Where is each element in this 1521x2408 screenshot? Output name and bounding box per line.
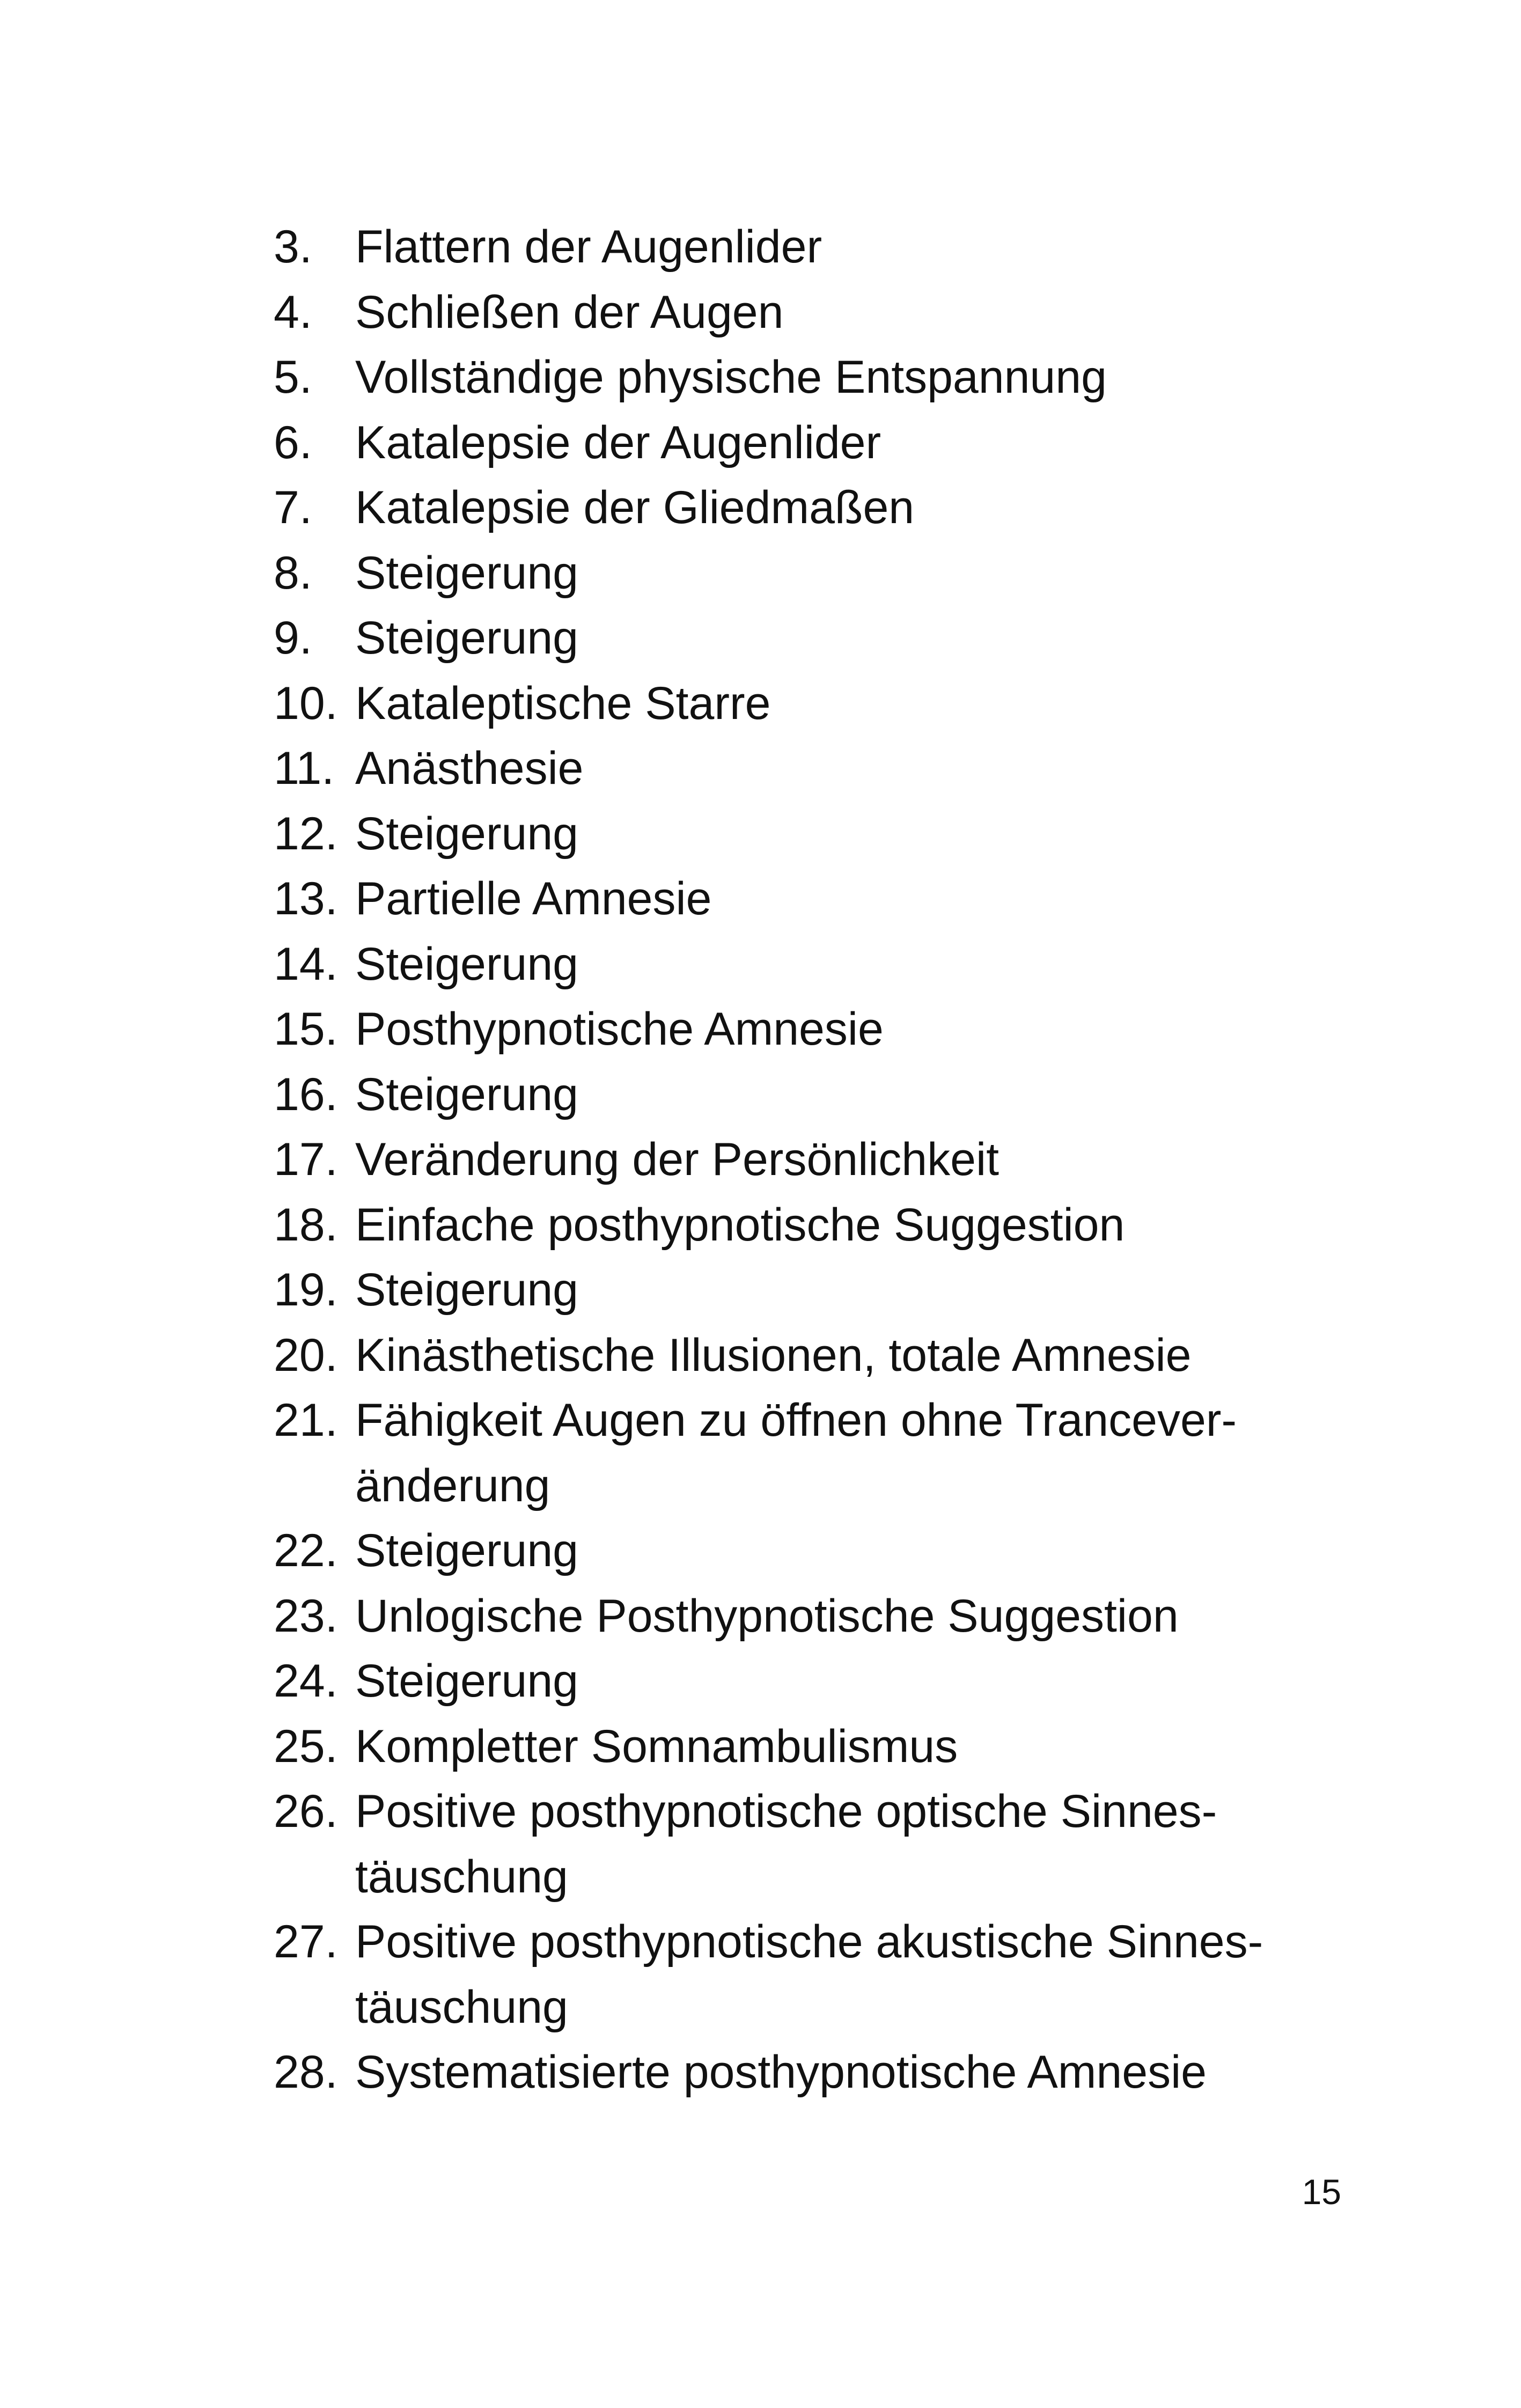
step-label (355, 736, 584, 802)
step-label-line: Katalepsie der Augenlider (355, 416, 881, 468)
step-label-line: Vollständige physische Entspannung (355, 351, 1107, 403)
step-number: 15. (274, 1003, 338, 1055)
list-item (274, 1518, 1347, 1584)
step-label-line: Fähigkeit Augen zu öffnen ohne Trancever- (355, 1394, 1237, 1446)
step-number: 10. (274, 677, 338, 729)
step-label (355, 1779, 1217, 1910)
list-item (274, 606, 1347, 671)
step-number: 27. (274, 1916, 338, 1967)
step-label-line: Kinästhetische Illusionen, totale Amnesie (355, 1329, 1192, 1381)
step-label-line: Kataleptische Starre (355, 677, 771, 729)
list-item (274, 802, 1347, 867)
step-label-line: Einfache posthypnotische Suggestion (355, 1199, 1125, 1251)
step-label (355, 932, 578, 997)
step-label-line: Flattern der Augenlider (355, 221, 822, 273)
step-label-line: änderung (355, 1459, 550, 1511)
step-number: 26. (274, 1786, 338, 1837)
list-item (274, 345, 1347, 410)
list-item (274, 997, 1347, 1062)
step-label-line: Schließen der Augen (355, 286, 784, 338)
list-item (274, 1714, 1347, 1780)
step-number: 12. (274, 807, 338, 860)
step-label (355, 280, 783, 346)
step-number: 9. (274, 612, 312, 664)
step-label-line: Steigerung (355, 1525, 578, 1576)
step-number: 16. (274, 1068, 338, 1120)
step-label-line: Katalepsie der Gliedmaßen (355, 482, 915, 533)
step-number: 3. (274, 221, 312, 273)
list-item (274, 932, 1347, 997)
step-number: 6. (274, 416, 312, 468)
step-label-line: Positive posthypnotische optische Sinnes- (355, 1786, 1217, 1837)
list-item (274, 280, 1347, 346)
step-label (355, 606, 578, 671)
step-label (355, 997, 884, 1062)
list-item (274, 671, 1347, 737)
list-item (274, 2040, 1347, 2105)
step-label-line: Steigerung (355, 807, 578, 860)
step-label (355, 671, 770, 737)
step-label (355, 867, 711, 932)
list-item (274, 1584, 1347, 1649)
step-number: 19. (274, 1264, 338, 1316)
step-label-line: Steigerung (355, 612, 578, 664)
list-item (274, 1062, 1347, 1128)
step-label-line: Steigerung (355, 938, 578, 990)
list-item (274, 736, 1347, 802)
list-item (274, 215, 1347, 280)
step-label-line: täuschung (355, 1851, 568, 1903)
step-label (355, 1127, 999, 1193)
step-label-line: Unlogische Posthypnotische Suggestion (355, 1590, 1179, 1642)
list-item (274, 1323, 1347, 1389)
step-number: 28. (274, 2046, 338, 2098)
step-label (355, 475, 914, 541)
step-label-line: Veränderung der Persönlichkeit (355, 1134, 999, 1185)
step-number: 25. (274, 1720, 338, 1772)
step-label-line: Kompletter Somnambulismus (355, 1720, 958, 1772)
trance-steps-list (274, 215, 1347, 2105)
step-number: 21. (274, 1394, 338, 1446)
step-label (355, 1910, 1263, 2040)
step-label-line: Positive posthypnotische akustische Sinnes- (355, 1916, 1263, 1967)
step-number: 8. (274, 547, 312, 599)
list-item (274, 475, 1347, 541)
step-number: 20. (274, 1329, 338, 1381)
page-number: 15 (1302, 2172, 1341, 2212)
list-item (274, 1779, 1347, 1910)
list-item (274, 1193, 1347, 1258)
step-label (355, 1323, 1192, 1389)
list-item (274, 541, 1347, 606)
step-label-line: Anästhesie (355, 743, 584, 794)
step-number: 13. (274, 873, 338, 924)
step-number: 18. (274, 1199, 338, 1251)
list-item (274, 867, 1347, 932)
step-label (355, 1258, 578, 1323)
step-label-line: Steigerung (355, 1655, 578, 1707)
list-item (274, 1649, 1347, 1714)
step-label (355, 215, 822, 280)
list-item (274, 1258, 1347, 1323)
step-label (355, 345, 1107, 410)
step-label (355, 1584, 1179, 1649)
step-label-line: Posthypnotische Amnesie (355, 1003, 884, 1055)
step-label-line: Steigerung (355, 547, 578, 599)
step-label (355, 1714, 958, 1780)
step-label (355, 1062, 578, 1128)
step-number: 17. (274, 1134, 338, 1185)
step-number: 22. (274, 1525, 338, 1576)
step-number: 4. (274, 286, 312, 338)
step-number: 24. (274, 1655, 338, 1707)
step-number: 5. (274, 351, 312, 403)
step-label (355, 1193, 1125, 1258)
step-label-line: Systematisierte posthypnotische Amnesie (355, 2046, 1207, 2098)
step-label-line: Steigerung (355, 1068, 578, 1120)
step-label (355, 410, 881, 476)
step-number: 7. (274, 482, 312, 533)
step-label-line: Partielle Amnesie (355, 873, 712, 924)
list-item (274, 1127, 1347, 1193)
list-item (274, 410, 1347, 476)
step-label-line: Steigerung (355, 1264, 578, 1316)
step-label (355, 1518, 578, 1584)
list-item (274, 1388, 1347, 1518)
step-label (355, 802, 578, 867)
step-label (355, 541, 578, 606)
step-label (355, 1388, 1237, 1518)
step-label-line: täuschung (355, 1981, 568, 2033)
step-label (355, 1649, 578, 1714)
step-number: 11. (274, 743, 335, 794)
list-item (274, 1910, 1347, 2040)
step-number: 23. (274, 1590, 338, 1642)
step-label (355, 2040, 1207, 2105)
step-number: 14. (274, 938, 338, 990)
